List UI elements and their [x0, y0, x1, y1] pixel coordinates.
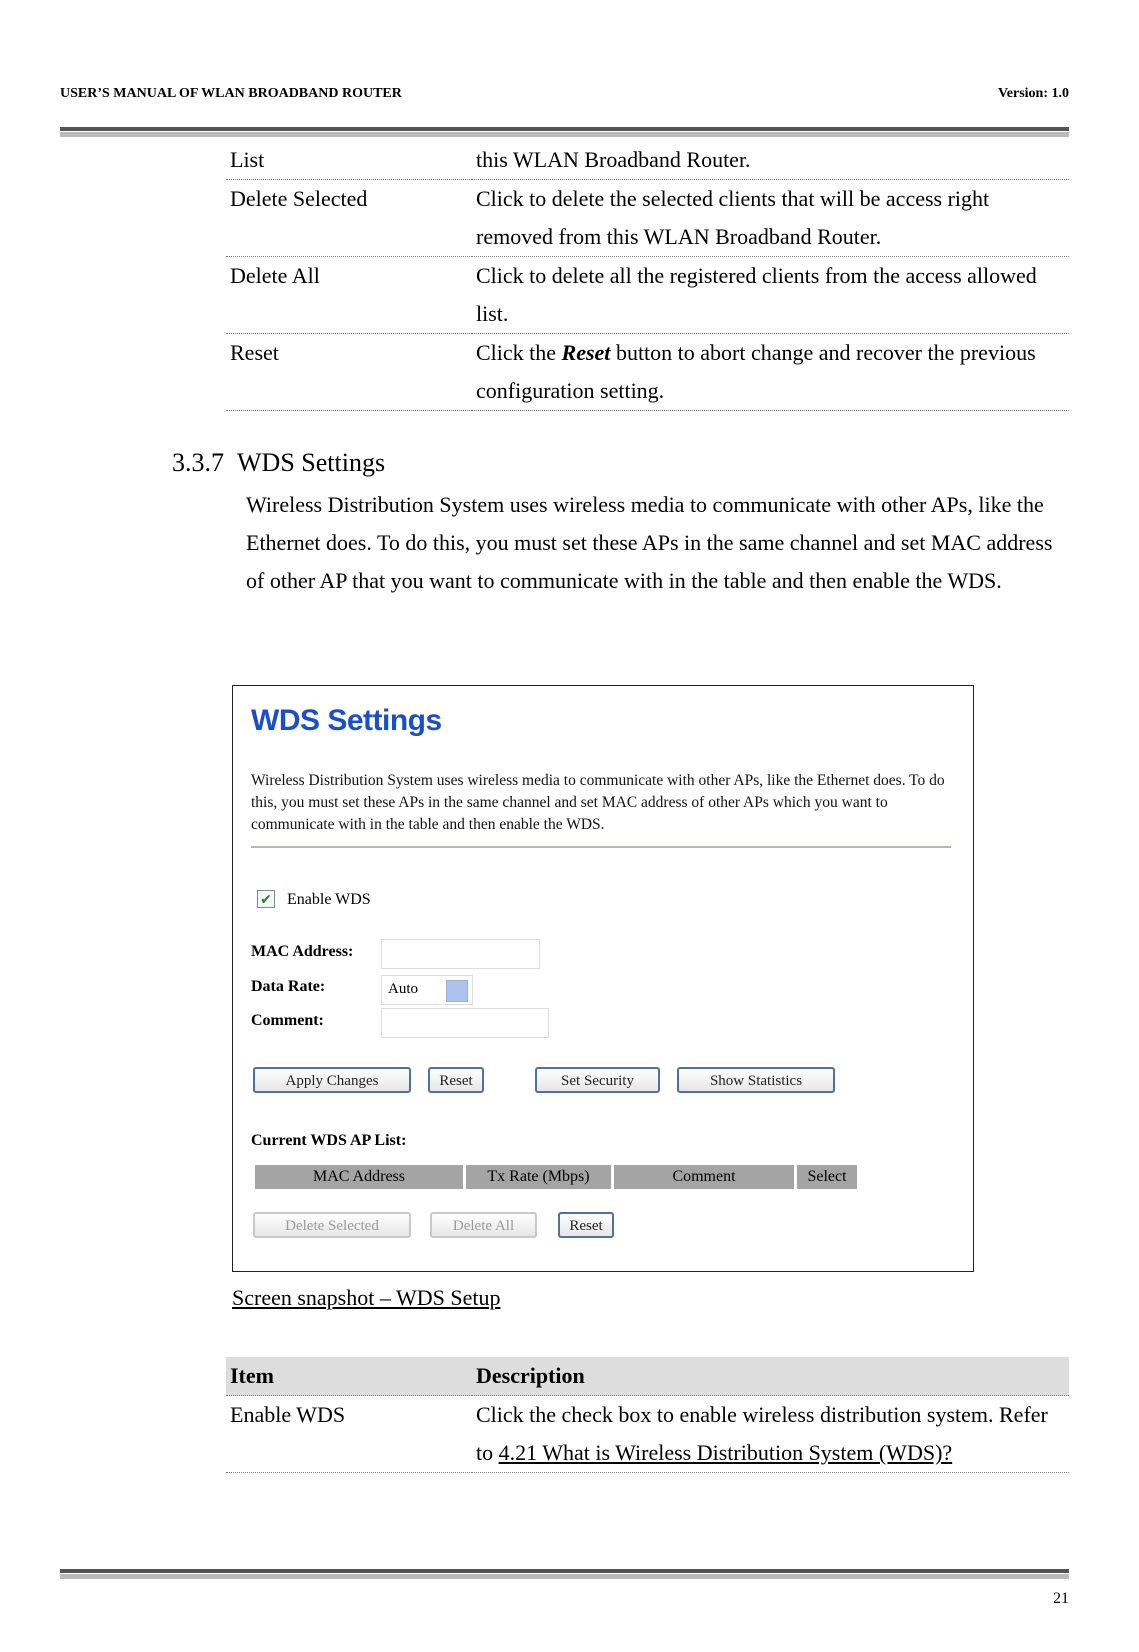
desc-cell: Click to delete all the registered clients from the access allowed list.	[472, 257, 1069, 334]
header-rule	[60, 127, 1069, 131]
col-comment: Comment	[614, 1165, 794, 1189]
figure-caption: Screen snapshot – WDS Setup	[232, 1285, 501, 1310]
desc-text: Click the	[476, 340, 562, 365]
item-cell: Reset	[226, 334, 472, 411]
reset-emphasis: Reset	[561, 340, 611, 365]
mac-address-label: MAC Address:	[251, 943, 354, 960]
wds-screenshot	[232, 685, 974, 1272]
item-cell: List	[226, 141, 472, 180]
item-cell: Delete All	[226, 257, 472, 334]
header-description: Description	[472, 1357, 1069, 1396]
wds-title: WDS Settings	[251, 704, 442, 737]
header-item: Item	[226, 1357, 472, 1396]
delete-all-button[interactable]: Delete All	[430, 1212, 537, 1238]
enable-wds-checkbox[interactable]: ✔	[257, 890, 275, 908]
wds-reference-link[interactable]: 4.21 What is Wireless Distribution System (WDS)?	[498, 1440, 953, 1465]
desc-text: button to abort change and recover the previous configuration setting.	[476, 340, 1036, 403]
table-row	[226, 334, 1069, 411]
table-header-row	[226, 1357, 1069, 1396]
data-rate-label: Data Rate:	[251, 978, 326, 995]
page-number: 21	[1053, 1590, 1069, 1607]
desc-cell	[472, 1396, 1069, 1473]
section-number: 3.3.7	[172, 448, 224, 477]
divider	[251, 846, 951, 848]
apply-changes-button[interactable]: Apply Changes	[253, 1067, 411, 1093]
reset-button[interactable]: Reset	[428, 1067, 484, 1093]
header-rule-shadow	[60, 132, 1069, 137]
data-rate-select[interactable]	[381, 975, 473, 1005]
col-mac-address: MAC Address	[255, 1165, 463, 1189]
desc-cell	[472, 334, 1069, 411]
section-paragraph: Wireless Distribution System uses wireless media to communicate with other APs, like the Ethernet does. To do this, you must set these APs in the same channel and set MAC address of other AP that you want to communicate with in the table and then enable the WDS.	[246, 492, 1053, 593]
desc-cell: this WLAN Broadband Router.	[472, 141, 1069, 180]
wds-description: Wireless Distribution System uses wireless media to communicate with other APs, like the Ethernet does. To do this, you must set these APs in the same channel and set MAC address of other APs which you want to communicate with in the table and then enable the WDS.	[251, 772, 945, 833]
item-cell: Enable WDS	[226, 1396, 472, 1473]
comment-input[interactable]	[381, 1008, 549, 1038]
mac-address-input[interactable]	[381, 939, 540, 969]
section-title: WDS Settings	[237, 448, 386, 477]
footer-rule	[60, 1569, 1069, 1573]
description-table-continued	[226, 141, 1069, 411]
footer-rule-shadow	[60, 1574, 1069, 1579]
desc-text: Click the check box to enable wireless distribution system. Refer to	[476, 1402, 1048, 1465]
list-reset-button[interactable]: Reset	[558, 1212, 614, 1238]
table-row	[226, 180, 1069, 257]
dropdown-arrow-icon[interactable]	[446, 980, 468, 1002]
delete-selected-button[interactable]: Delete Selected	[253, 1212, 411, 1238]
table-row	[226, 141, 1069, 180]
show-statistics-button[interactable]: Show Statistics	[677, 1067, 835, 1093]
description-table	[226, 1357, 1069, 1473]
set-security-button[interactable]: Set Security	[535, 1067, 660, 1093]
table-row	[226, 257, 1069, 334]
col-tx-rate: Tx Rate (Mbps)	[466, 1165, 611, 1189]
item-cell: Delete Selected	[226, 180, 472, 257]
desc-cell: Click to delete the selected clients that will be access right removed from this WLAN Broadband Router.	[472, 180, 1069, 257]
current-wds-list-title: Current WDS AP List:	[251, 1132, 407, 1149]
enable-wds-label: Enable WDS	[287, 891, 371, 908]
comment-label: Comment:	[251, 1012, 324, 1029]
section-heading	[172, 448, 385, 478]
table-row	[226, 1396, 1069, 1473]
data-rate-value: Auto	[388, 981, 418, 997]
version-label: Version: 1.0	[997, 86, 1069, 101]
col-select: Select	[797, 1165, 857, 1189]
manual-title: USER’S MANUAL OF WLAN BROADBAND ROUTER	[60, 86, 402, 101]
